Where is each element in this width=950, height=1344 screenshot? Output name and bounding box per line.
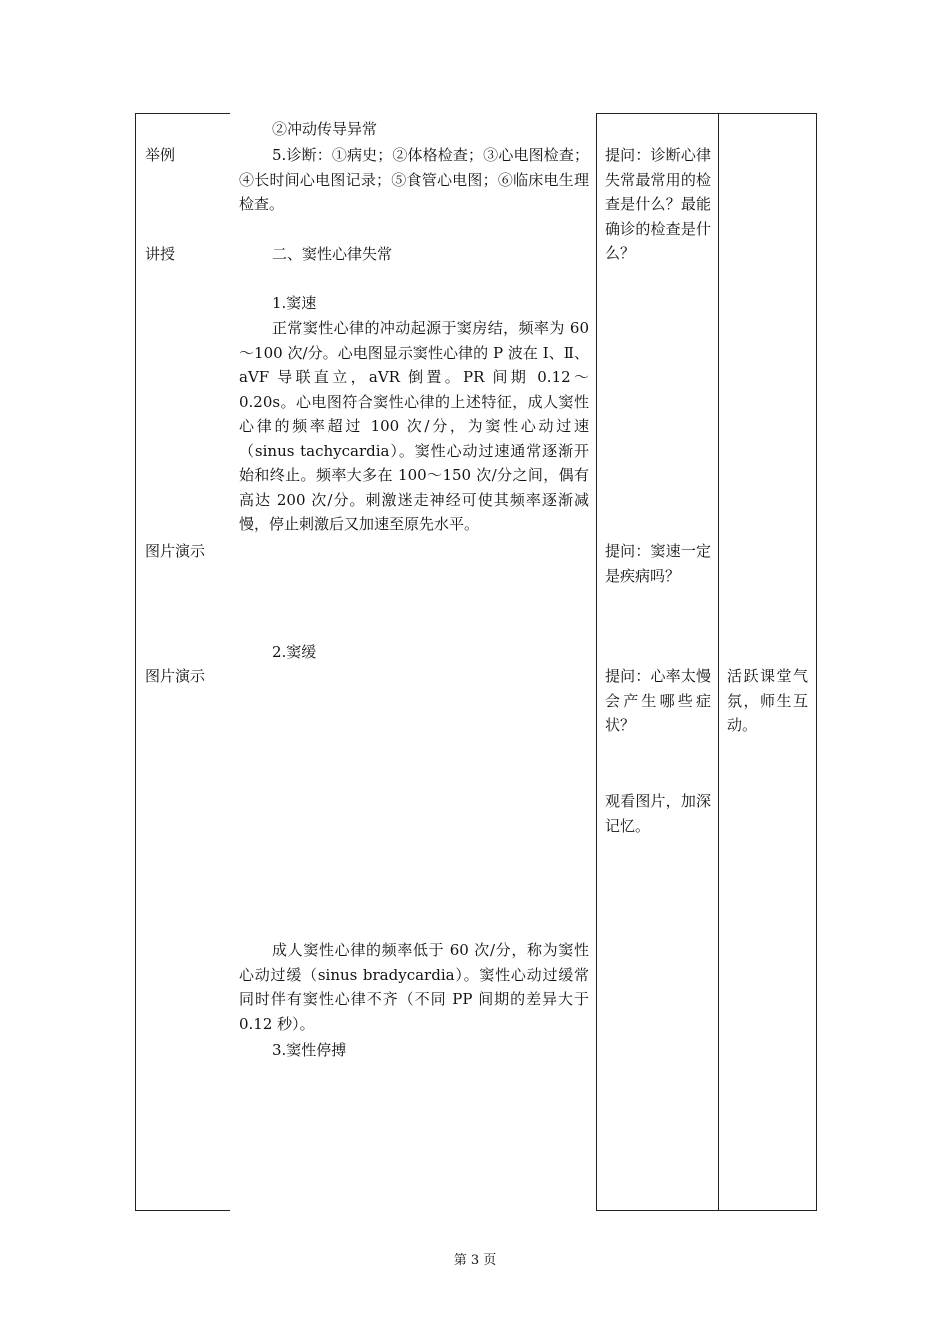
label-picture-demo-2: 图片演示 bbox=[145, 667, 206, 685]
table-left-border bbox=[135, 113, 136, 1211]
diagnosis-paragraph: 5.诊断：①病史；②体格检查；③心电图检查；④长时间心电图记录；⑤食管心电图；⑥临床电生理检查。 bbox=[239, 146, 589, 213]
table-bottom-border-left bbox=[135, 1210, 230, 1211]
label-lecture: 讲授 bbox=[145, 245, 176, 263]
section-title-sinus-arrhythmia: 二、窦性心律失常 bbox=[272, 245, 393, 263]
question-3: 提问：心率太慢会产生哪些症状？ bbox=[605, 667, 711, 734]
table-bottom-border-right bbox=[596, 1210, 817, 1211]
item3-title: 3.窦性停搏 bbox=[272, 1041, 347, 1059]
table-divider-1 bbox=[596, 113, 597, 1211]
view-picture-note: 观看图片，加深记忆。 bbox=[605, 792, 711, 835]
label-picture-demo-1: 图片演示 bbox=[145, 542, 206, 560]
item2-title: 2.窦缓 bbox=[272, 643, 317, 661]
item-conduction-abnormal: ②冲动传导异常 bbox=[272, 120, 378, 138]
table-right-border bbox=[816, 113, 817, 1211]
item1-title: 1.窦速 bbox=[272, 294, 317, 312]
label-example: 举例 bbox=[145, 146, 176, 164]
question-1: 提问：诊断心律失常最常用的检查是什么？最能确诊的检查是什么？ bbox=[605, 146, 711, 262]
table-top-border-right bbox=[596, 113, 817, 114]
question-2: 提问：窦速一定是疾病吗？ bbox=[605, 542, 711, 585]
page-number: 第 3 页 bbox=[453, 1253, 497, 1268]
activity-note: 活跃课堂气氛，师生互动。 bbox=[727, 667, 808, 734]
table-divider-2 bbox=[718, 113, 719, 1211]
table-top-border-left bbox=[135, 113, 230, 114]
item1-paragraph: 正常窦性心律的冲动起源于窦房结，频率为 60～100 次/分。心电图显示窦性心律的 P 波在 I、Ⅱ、aVF 导联直立，aVR 倒置。PR 间期 0.12～0.20s。心电图符合窦性心律的上述特征，成人窦性心律的频率超过 100 次/分，为窦性心动过速（sinus tachycardia）。窦性心动过速通常逐渐开始和终止。频率大多在 100～150 次/分之间，偶有高达 200 次/分。刺激迷走神经可使其频率逐渐减慢，停止刺激后又加速至原先水平。 bbox=[239, 319, 589, 533]
item2-paragraph: 成人窦性心律的频率低于 60 次/分，称为窦性心动过缓（sinus bradycardia）。窦性心动过缓常同时伴有窦性心律不齐（不同 PP 间期的差异大于 0.12 秒）。 bbox=[239, 941, 589, 1033]
